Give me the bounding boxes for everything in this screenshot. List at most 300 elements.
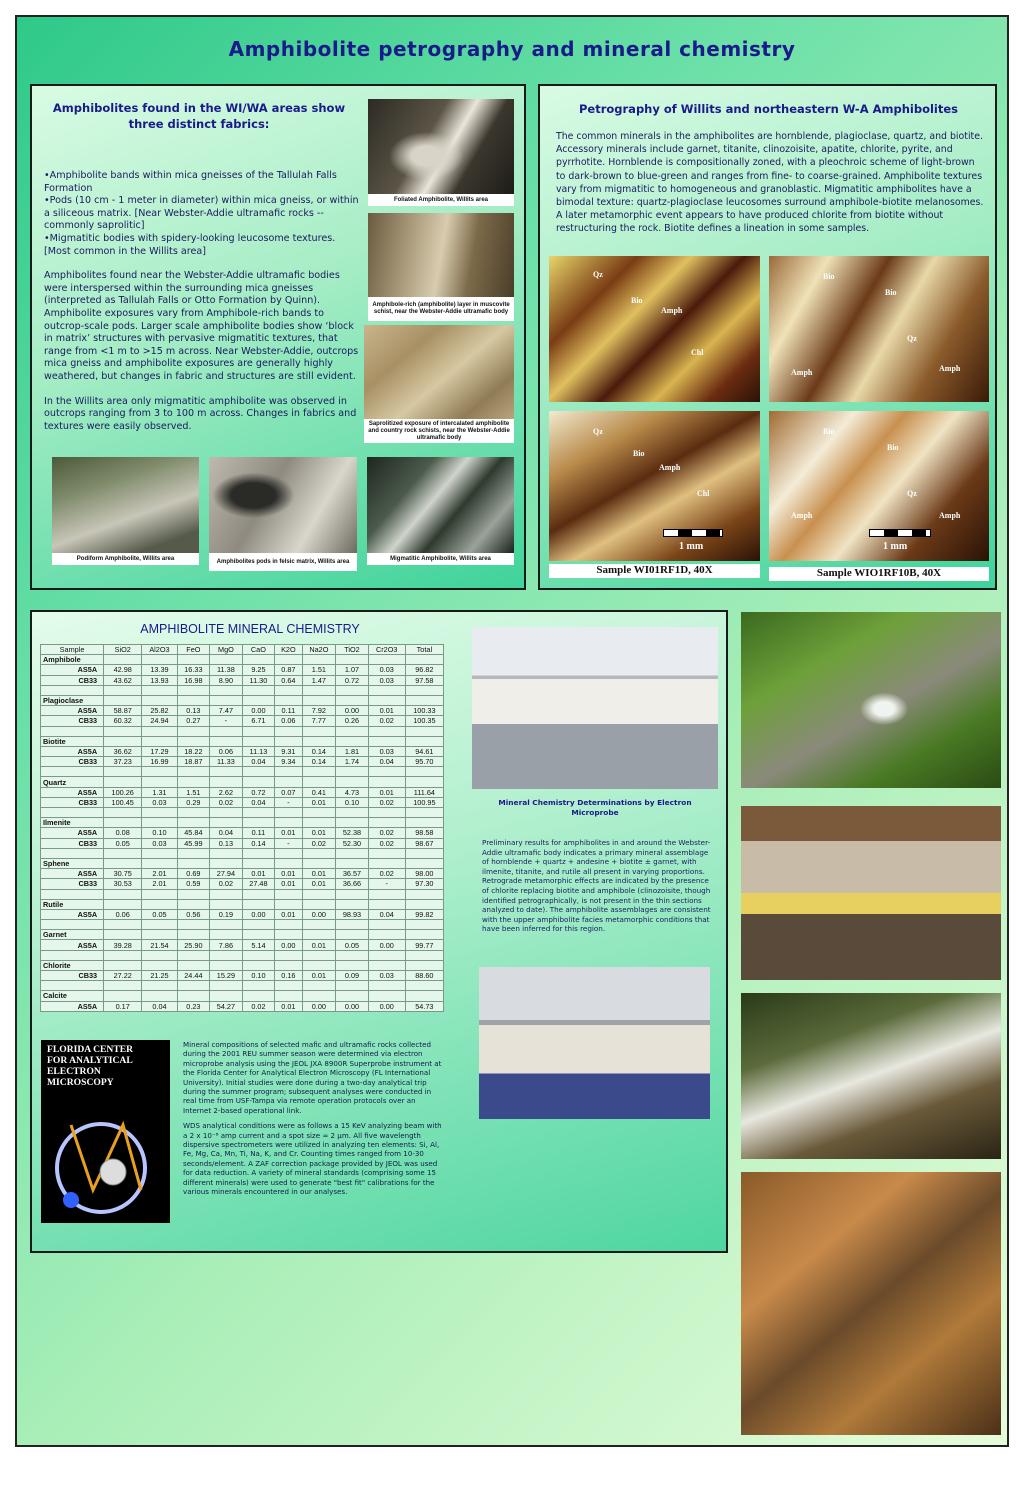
table-cell: 0.56 xyxy=(177,909,210,919)
table-cell: 42.98 xyxy=(104,665,142,675)
group-name: Ilmenite xyxy=(41,818,104,828)
table-header-cell: Total xyxy=(405,645,443,655)
group-name: Garnet xyxy=(41,930,104,940)
table-cell: 0.19 xyxy=(210,909,243,919)
fabric-panel xyxy=(30,84,526,590)
table-cell: 1.31 xyxy=(142,787,177,797)
group-name: Amphibole xyxy=(41,655,104,665)
chemistry-table-wrap xyxy=(40,644,444,1012)
petrography-panel xyxy=(538,84,997,590)
table-cell: 54.73 xyxy=(405,1001,443,1011)
table-cell: 0.00 xyxy=(242,909,275,919)
logo-emblem-icon xyxy=(41,1040,170,1223)
table-cell: 0.72 xyxy=(242,787,275,797)
table-cell: 45.99 xyxy=(177,838,210,848)
table-spacer-row xyxy=(41,981,444,991)
group-name: Plagioclase xyxy=(41,695,104,705)
table-cell: 1.51 xyxy=(177,787,210,797)
table-cell: 11.38 xyxy=(210,665,243,675)
table-group-row xyxy=(41,736,444,746)
table-cell: 96.82 xyxy=(405,665,443,675)
table-cell: 2.01 xyxy=(142,869,177,879)
table-cell: 13.39 xyxy=(142,665,177,675)
table-cell: 0.41 xyxy=(302,787,336,797)
table-cell: 0.10 xyxy=(336,797,369,807)
table-cell: 0.03 xyxy=(368,675,405,685)
fabric-paragraph: In the Willits area only migmatitic amphibolite was observed in outcrops ranging from 3 to 100 m across. Changes in fabrics and textures were easily observed. xyxy=(44,395,357,432)
mineral-label-qz: Qz xyxy=(593,427,603,436)
table-cell: 0.03 xyxy=(368,665,405,675)
table-cell: 0.72 xyxy=(336,675,369,685)
table-cell: 0.01 xyxy=(368,706,405,716)
mineral-label-bio: Bio xyxy=(823,272,835,281)
group-name: Calcite xyxy=(41,991,104,1001)
mineral-label-bio: Bio xyxy=(631,296,643,305)
fabric-bullet: •Pods (10 cm - 1 meter in diameter) within mica gneiss, or within a siliceous matrix. [Near Webster-Addie ultramafic rocks -- commonly saprolitic] xyxy=(44,195,359,232)
photo-amphibolite-pods xyxy=(209,457,357,553)
table-cell: 9.31 xyxy=(275,746,302,756)
photo-field-outcrop xyxy=(741,1172,1001,1435)
table-cell: 0.16 xyxy=(275,971,302,981)
table-cell: 1.51 xyxy=(302,665,336,675)
table-cell: 98.93 xyxy=(336,909,369,919)
table-cell: 0.01 xyxy=(368,787,405,797)
table-cell: 0.04 xyxy=(242,757,275,767)
table-cell: 0.04 xyxy=(368,757,405,767)
table-cell: 1.81 xyxy=(336,746,369,756)
mineral-label-chl: Chl xyxy=(691,348,704,357)
table-row xyxy=(41,716,444,726)
mineral-label-bio: Bio xyxy=(885,288,897,297)
table-cell: 97.30 xyxy=(405,879,443,889)
table-cell: 0.02 xyxy=(242,1001,275,1011)
table-cell: 0.27 xyxy=(177,716,210,726)
table-cell: 0.04 xyxy=(210,828,243,838)
table-cell: 0.01 xyxy=(302,879,336,889)
table-cell: 9.34 xyxy=(275,757,302,767)
table-cell: 0.01 xyxy=(275,828,302,838)
chemistry-heading: AMPHIBOLITE MINERAL CHEMISTRY xyxy=(140,622,360,636)
table-cell: 25.90 xyxy=(177,940,210,950)
table-cell: 97.58 xyxy=(405,675,443,685)
table-row xyxy=(41,909,444,919)
table-cell: CB33 xyxy=(41,971,104,981)
table-cell: 18.87 xyxy=(177,757,210,767)
table-cell: 45.84 xyxy=(177,828,210,838)
table-cell: 7.47 xyxy=(210,706,243,716)
group-name: Sphene xyxy=(41,858,104,868)
table-cell: 0.02 xyxy=(302,838,336,848)
table-cell: 36.57 xyxy=(336,869,369,879)
table-cell: AS5A xyxy=(41,940,104,950)
table-group-row xyxy=(41,960,444,970)
table-header-cell: K2O xyxy=(275,645,302,655)
table-cell: - xyxy=(275,797,302,807)
table-cell: - xyxy=(210,716,243,726)
group-name: Chlorite xyxy=(41,960,104,970)
table-cell: 25.82 xyxy=(142,706,177,716)
photo-foliated-amphibolite xyxy=(368,99,514,194)
table-header-cell: TiO2 xyxy=(336,645,369,655)
photo-amphibole-rich-layer xyxy=(368,213,514,297)
caption-amphibole-rich: Amphibole-rich (amphibolite) layer in muscovite schist, near the Webster-Addie ultramafic body xyxy=(368,297,514,321)
table-cell: 2.62 xyxy=(210,787,243,797)
table-cell: CB33 xyxy=(41,838,104,848)
table-cell: 24.94 xyxy=(142,716,177,726)
caption-podiform: Podiform Amphibolite, Willits area xyxy=(52,553,199,565)
table-cell: 98.67 xyxy=(405,838,443,848)
methods-paragraph: Mineral compositions of selected mafic and ultramafic rocks collected during the 2001 REU summer season were determined via electron microprobe analysis using the JEOL JXA 8900R Superprobe instrument at the Florida Center for Analytical Electron Microscopy (FL International University). Initial studies were done during a two-day analytical trip during the summer program; subsequent analyses were conducted in real time from USF-Tampa via remote operation protocols over an Internet 2-based operational link. xyxy=(183,1040,442,1115)
table-cell: AS5A xyxy=(41,828,104,838)
table-cell: 0.03 xyxy=(142,797,177,807)
table-spacer-row xyxy=(41,808,444,818)
table-cell: 0.11 xyxy=(275,706,302,716)
table-cell: 16.99 xyxy=(142,757,177,767)
table-cell: 0.01 xyxy=(275,909,302,919)
table-cell: 0.13 xyxy=(177,706,210,716)
caption-pods: Amphibolites pods in felsic matrix, Willits area xyxy=(209,553,357,571)
table-spacer-row xyxy=(41,889,444,899)
table-row xyxy=(41,746,444,756)
table-cell: 0.04 xyxy=(242,797,275,807)
table-row xyxy=(41,757,444,767)
table-cell: 0.01 xyxy=(275,879,302,889)
mineral-label-amph: Amph xyxy=(939,364,961,373)
table-cell: 0.64 xyxy=(275,675,302,685)
table-cell: 99.82 xyxy=(405,909,443,919)
table-group-row xyxy=(41,695,444,705)
thin-section-1b xyxy=(769,256,989,402)
table-cell: 6.71 xyxy=(242,716,275,726)
table-cell: 11.33 xyxy=(210,757,243,767)
table-cell: 0.08 xyxy=(104,828,142,838)
group-name: Rutile xyxy=(41,899,104,909)
table-cell: 0.02 xyxy=(368,797,405,807)
table-cell: - xyxy=(368,879,405,889)
table-cell: 99.77 xyxy=(405,940,443,950)
caption-foliated: Foliated Amphibolite, Willits area xyxy=(368,194,514,206)
thin-section-1a xyxy=(549,256,760,402)
fabric-bullet: •Amphibolite bands within mica gneisses of the Tallulah Falls Formation xyxy=(44,170,337,194)
table-spacer-row xyxy=(41,685,444,695)
table-cell: 58.87 xyxy=(104,706,142,716)
petrography-text: The common minerals in the amphibolites are hornblende, plagioclase, quartz, and biotite. Accessory minerals include garnet, titanite, clinozoisite, apatite, chlorite, pyrite, and pyrrhotite. Hornblende is compositionally zoned, with a pleochroic scheme of light-brown to dark-brown to blue-green and ranges from fine- to coarse-grained. Amphibolite textures vary from migmatitic to homogeneous and granoblastic. Migmatitic amphibolites have a bimodal texture: quartz-plagioclase leucosomes surround amphibole-biotite melanosomes. A later metamorphic event appears to have produced chlorite from biotite without restructuring the rock. Biotite defines a lineation in some samples. xyxy=(556,131,984,235)
table-cell: 15.29 xyxy=(210,971,243,981)
table-cell: 0.03 xyxy=(368,971,405,981)
table-cell: 0.01 xyxy=(275,1001,302,1011)
mineral-label-amph: Amph xyxy=(659,463,681,472)
table-cell: 0.13 xyxy=(210,838,243,848)
table-header-cell: Na2O xyxy=(302,645,336,655)
table-cell: 0.23 xyxy=(177,1001,210,1011)
table-cell: 11.13 xyxy=(242,746,275,756)
group-name: Biotite xyxy=(41,736,104,746)
chemistry-panel xyxy=(30,610,728,1253)
table-cell: 27.22 xyxy=(104,971,142,981)
table-cell: 16.33 xyxy=(177,665,210,675)
table-row xyxy=(41,828,444,838)
table-cell: 0.69 xyxy=(177,869,210,879)
table-row xyxy=(41,838,444,848)
table-spacer-row xyxy=(41,920,444,930)
table-row xyxy=(41,879,444,889)
table-cell: 39.28 xyxy=(104,940,142,950)
table-row xyxy=(41,1001,444,1011)
table-cell: 21.25 xyxy=(142,971,177,981)
table-cell: 0.09 xyxy=(336,971,369,981)
table-cell: 54.27 xyxy=(210,1001,243,1011)
table-cell: 52.30 xyxy=(336,838,369,848)
thin-section-2b xyxy=(769,411,989,561)
table-cell: 37.23 xyxy=(104,757,142,767)
mineral-label-amph: Amph xyxy=(791,511,813,520)
table-cell: 36.62 xyxy=(104,746,142,756)
table-header-row xyxy=(41,645,444,655)
table-cell: AS5A xyxy=(41,909,104,919)
photo-migmatitic-amphibolite xyxy=(367,457,514,553)
table-cell: 0.00 xyxy=(368,940,405,950)
table-group-row xyxy=(41,818,444,828)
table-cell: 98.00 xyxy=(405,869,443,879)
table-cell: 0.02 xyxy=(368,869,405,879)
table-cell: AS5A xyxy=(41,665,104,675)
table-cell: 27.48 xyxy=(242,879,275,889)
table-header-cell: Al2O3 xyxy=(142,645,177,655)
table-cell: 0.00 xyxy=(336,1001,369,1011)
table-cell: 0.00 xyxy=(336,706,369,716)
photo-saprolitized-exposure xyxy=(364,325,514,419)
caption-saprolitized: Saprolitized exposure of intercalated amphibolite and country rock schists, near the Webster-Addie ultramafic body xyxy=(364,419,514,443)
fabric-text xyxy=(44,170,364,445)
photo-field-collection xyxy=(741,993,1001,1159)
table-cell: 0.05 xyxy=(104,838,142,848)
mineral-label-qz: Qz xyxy=(593,270,603,279)
table-cell: 0.14 xyxy=(302,746,336,756)
table-cell: 8.90 xyxy=(210,675,243,685)
table-row xyxy=(41,706,444,716)
table-cell: 0.87 xyxy=(275,665,302,675)
table-spacer-row xyxy=(41,848,444,858)
table-cell: 0.00 xyxy=(242,706,275,716)
logo-text: FLORIDA CENTER FOR ANALYTICAL ELECTRON MICROSCOPY xyxy=(47,1044,134,1088)
table-cell: 98.58 xyxy=(405,828,443,838)
table-cell: 0.05 xyxy=(142,909,177,919)
table-cell: 100.95 xyxy=(405,797,443,807)
mineral-label-amph: Amph xyxy=(939,511,961,520)
mineral-label-bio: Bio xyxy=(887,443,899,452)
table-group-row xyxy=(41,655,444,665)
table-cell: 52.38 xyxy=(336,828,369,838)
table-cell: 0.14 xyxy=(242,838,275,848)
table-cell: 24.44 xyxy=(177,971,210,981)
table-header-cell: CaO xyxy=(242,645,275,655)
table-cell: 16.98 xyxy=(177,675,210,685)
table-cell: AS5A xyxy=(41,787,104,797)
table-cell: 0.01 xyxy=(302,828,336,838)
group-name: Quartz xyxy=(41,777,104,787)
scale-label: 1 mm xyxy=(679,541,704,552)
table-group-row xyxy=(41,858,444,868)
table-cell: 0.00 xyxy=(302,909,336,919)
table-cell: 1.74 xyxy=(336,757,369,767)
table-cell: 0.11 xyxy=(242,828,275,838)
table-header-cell: Sample xyxy=(41,645,104,655)
table-cell: 11.30 xyxy=(242,675,275,685)
table-cell: 0.00 xyxy=(302,1001,336,1011)
scale-label: 1 mm xyxy=(883,541,908,552)
table-cell: AS5A xyxy=(41,706,104,716)
table-header-cell: SiO2 xyxy=(104,645,142,655)
table-row xyxy=(41,971,444,981)
table-header-cell: Cr2O3 xyxy=(368,645,405,655)
table-group-row xyxy=(41,899,444,909)
table-cell: 0.01 xyxy=(302,940,336,950)
table-cell: 0.06 xyxy=(104,909,142,919)
table-cell: 0.04 xyxy=(142,1001,177,1011)
table-cell: 1.07 xyxy=(336,665,369,675)
table-cell: 18.22 xyxy=(177,746,210,756)
table-cell: 0.02 xyxy=(210,797,243,807)
table-cell: 30.53 xyxy=(104,879,142,889)
table-cell: 7.86 xyxy=(210,940,243,950)
table-cell: 0.01 xyxy=(302,971,336,981)
table-cell: 95.70 xyxy=(405,757,443,767)
table-cell: 111.64 xyxy=(405,787,443,797)
table-cell: 0.01 xyxy=(302,797,336,807)
table-cell: 4.73 xyxy=(336,787,369,797)
table-cell: 0.01 xyxy=(275,869,302,879)
table-spacer-row xyxy=(41,726,444,736)
table-cell: 27.94 xyxy=(210,869,243,879)
probe-caption: Mineral Chemistry Determinations by Electron Microprobe xyxy=(498,798,692,817)
scale-bar xyxy=(663,529,723,537)
table-cell: 5.14 xyxy=(242,940,275,950)
table-cell: 21.54 xyxy=(142,940,177,950)
table-row xyxy=(41,869,444,879)
mineral-label-bio: Bio xyxy=(633,449,645,458)
table-cell: 0.00 xyxy=(368,1001,405,1011)
table-cell: 0.10 xyxy=(242,971,275,981)
table-row xyxy=(41,787,444,797)
table-cell: 0.06 xyxy=(210,746,243,756)
table-cell: 0.02 xyxy=(368,716,405,726)
sample-caption-1: Sample WI01RF1D, 40X xyxy=(549,564,760,578)
table-cell: 60.32 xyxy=(104,716,142,726)
table-cell: 0.03 xyxy=(368,746,405,756)
methods-text xyxy=(183,1040,445,1203)
table-cell: 13.93 xyxy=(142,675,177,685)
table-cell: 2.01 xyxy=(142,879,177,889)
caption-migmatitic: Migmatitic Amphibolite, Willits area xyxy=(367,553,514,565)
table-cell: 43.62 xyxy=(104,675,142,685)
poster xyxy=(15,15,1009,1447)
table-cell: 36.66 xyxy=(336,879,369,889)
table-cell: 7.77 xyxy=(302,716,336,726)
table-cell: CB33 xyxy=(41,797,104,807)
scale-bar xyxy=(869,529,931,537)
table-cell: 0.17 xyxy=(104,1001,142,1011)
table-cell: 0.06 xyxy=(275,716,302,726)
table-row xyxy=(41,675,444,685)
table-cell: 0.03 xyxy=(142,838,177,848)
photo-field-hillside xyxy=(741,612,1001,788)
table-cell: 0.05 xyxy=(336,940,369,950)
table-cell: AS5A xyxy=(41,869,104,879)
table-cell: 0.10 xyxy=(142,828,177,838)
table-cell: 7.92 xyxy=(302,706,336,716)
table-cell: 9.25 xyxy=(242,665,275,675)
table-cell: 30.75 xyxy=(104,869,142,879)
table-cell: 0.14 xyxy=(302,757,336,767)
table-cell: 0.02 xyxy=(368,828,405,838)
page-title: Amphibolite petrography and mineral chemistry xyxy=(228,37,796,61)
table-cell: 0.02 xyxy=(210,879,243,889)
table-cell: CB33 xyxy=(41,716,104,726)
table-cell: CB33 xyxy=(41,757,104,767)
sample-caption-2: Sample WIO1RF10B, 40X xyxy=(769,567,989,581)
methods-paragraph: WDS analytical conditions were as follows a 15 KeV analyzing beam with a 2 x 10⁻⁸ amp current and a spot size ≈ 2 µm. All five wavelength dispersive spectrometers were utilized in analyzing ten elements: Si, Al, Fe, Mg, Ca, Mn, Ti, Na, K, and Cr. Counting times ranged from 10-30 seconds/element. A ZAF correction package provided by JEOL was used for data reduction. A variety of mineral standards (comprising some 15 different minerals) were used to generate "best fit" calibrations for the various minerals encountered in our analyses. xyxy=(183,1121,442,1197)
table-spacer-row xyxy=(41,950,444,960)
table-cell: AS5A xyxy=(41,1001,104,1011)
thin-section-2a xyxy=(549,411,760,561)
table-row xyxy=(41,797,444,807)
mineral-label-amph: Amph xyxy=(791,368,813,377)
table-cell: 100.35 xyxy=(405,716,443,726)
photo-podiform-amphibolite xyxy=(52,457,199,553)
table-cell: 0.26 xyxy=(336,716,369,726)
table-cell: 88.60 xyxy=(405,971,443,981)
table-cell: CB33 xyxy=(41,675,104,685)
table-cell: 0.04 xyxy=(368,909,405,919)
table-cell: 0.01 xyxy=(302,869,336,879)
table-cell: 0.00 xyxy=(275,940,302,950)
table-cell: 1.47 xyxy=(302,675,336,685)
table-cell: - xyxy=(275,838,302,848)
fabric-paragraph: Amphibolites found near the Webster-Addie ultramafic bodies were interspersed within the surrounding mica gneisses (interpreted as Tallulah Falls or Otto Formation by Quinn). Amphibolite exposures vary from Amphibole-rich bands to outcrop-scale pods. Larger scale amphibolite bodies show ‘block in matrix’ structures with pervasive migmatitic textures, that range from <1 m to >15 m across. Near Webster-Addie, outcrops mica gneiss and amphibolite exposures are generally highly weathered, but changes in fabric and structures are still evident. xyxy=(44,270,359,382)
fabric-bullet: •Migmatitic bodies with spidery-looking leucosome textures. [Most common in the Willits area] xyxy=(44,232,336,257)
table-cell: 0.29 xyxy=(177,797,210,807)
chemistry-table xyxy=(40,644,444,1012)
mineral-label-amph: Amph xyxy=(661,306,683,315)
mineral-label-bio: Bio xyxy=(823,427,835,436)
table-row xyxy=(41,665,444,675)
fcaem-logo xyxy=(41,1040,170,1223)
preliminary-results: Preliminary results for amphibolites in and around the Webster-Addie ultramafic body indicates a primary mineral assemblage of hornblende + quartz + andesine + biotite ± garnet, with ilmenite, titanite, and rutile all present in varying proportions. Retrograde metamorphic effects are indicated by the presence of chlorite replacing biotite and amphibole (clinozoisite, though identified petrographically, is not present in the thin sections analyzed to date). The amphibolite assemblages are consistent with the upper amphibolite facies metamorphic conditions that have been inferred for this region. xyxy=(482,838,711,934)
petrography-heading: Petrography of Willits and northeastern W-A Amphibolites xyxy=(578,102,959,116)
table-cell: 100.45 xyxy=(104,797,142,807)
table-cell: 17.29 xyxy=(142,746,177,756)
table-cell: 0.01 xyxy=(242,869,275,879)
table-cell: 94.61 xyxy=(405,746,443,756)
table-cell: 0.07 xyxy=(275,787,302,797)
mineral-label-qz: Qz xyxy=(907,334,917,343)
mineral-label-chl: Chl xyxy=(697,489,710,498)
table-header-cell: FeO xyxy=(177,645,210,655)
table-header-cell: MgO xyxy=(210,645,243,655)
table-cell: 100.26 xyxy=(104,787,142,797)
table-cell: CB33 xyxy=(41,879,104,889)
photo-electron-microprobe xyxy=(472,627,718,789)
mineral-label-qz: Qz xyxy=(907,489,917,498)
table-cell: AS5A xyxy=(41,746,104,756)
photo-lab-worker xyxy=(741,806,1001,980)
table-group-row xyxy=(41,991,444,1001)
table-cell: 0.59 xyxy=(177,879,210,889)
fabric-heading: Amphibolites found in the WI/WA areas show three distinct fabrics: xyxy=(52,101,346,131)
table-cell: 100.33 xyxy=(405,706,443,716)
table-cell: 0.02 xyxy=(368,838,405,848)
table-group-row xyxy=(41,777,444,787)
